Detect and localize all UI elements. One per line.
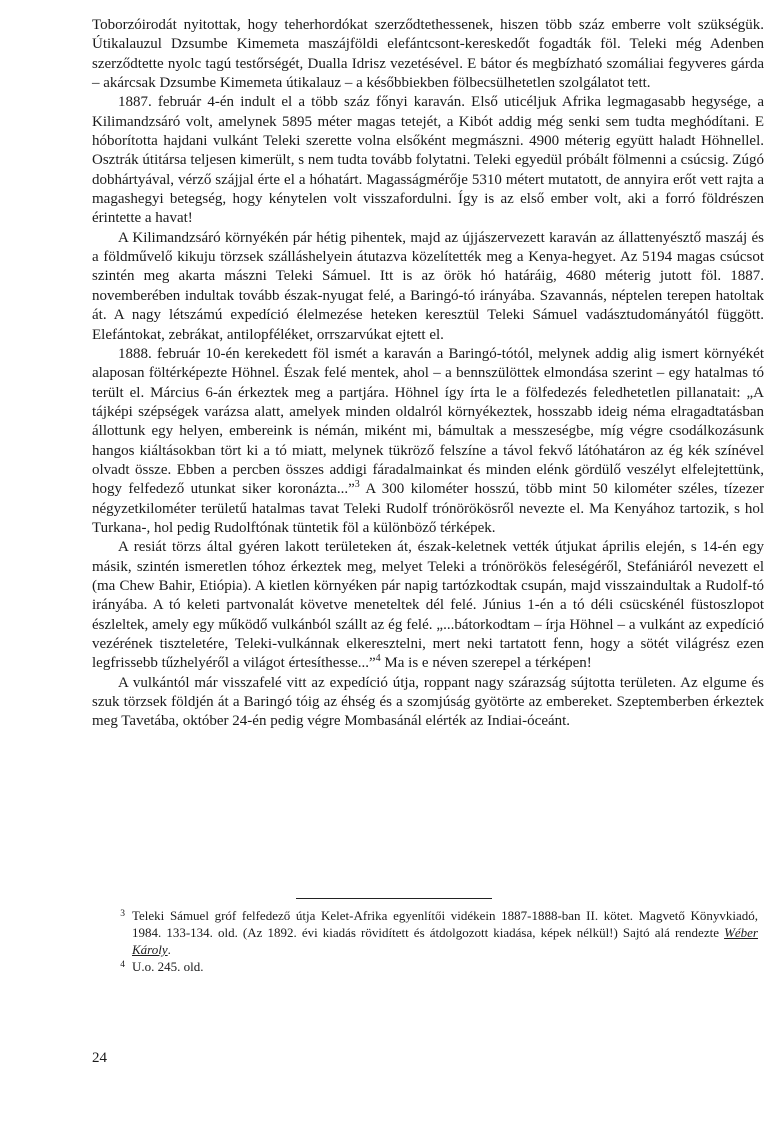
footnotes: [92, 907, 758, 978]
paragraph-rudolf-lake-text-a: 1888. február 10-én kerekedett föl ismét a karaván a Baringó-tótól, melynek addig alig ismert környékét alaposan föltérképezte Höhnel. Észak felé mentek, ahol – a bennszülöttek elmondása szerint – egy hatalmas tó terült el. Március 6-án érkeztek meg a partjára. Höhnel így írta le a fölfedezés feledhetetlen pillanatait: „A tájképi szépségek varázsa alatt, amelyek minden oldalról környékeztek, hosszabb ideig néma elragadtatásban állottunk egy helyen, embereink is némán, miként mi, bámultak a messzeségbe, míg végre csodálkozásunk hangos kiáltásokban tört ki a tó miatt, melynek tükröző felszíne a távol fekvő látóhatáron az ég kék színével olvadt össze. Ebben a percben összes addigi fáradalmainkat és minden elénk gördülő veszélyt elfelejtettünk, hogy felfedező utunkat siker koronázta...”: [92, 345, 764, 498]
footnote-text: Teleki Sámuel gróf felfedező útja Kelet-Afrika egyenlítői vidékein 1887-1888-ban II. kötet. Magvető Könyvkiadó, 1984. 133-134. old. (Az 1892. évi kiadás rövidített és átdolgozott kiadása, képek nélkül!) Sajtó alá rendezte Wéber Károly.: [132, 908, 758, 957]
main-text: [92, 16, 764, 732]
paragraph-rudolf-lake-text-b: A 300 kilométer hosszú, több mint 50 kilométer széles, tízezer négyzetkilométer területű hatalmas tavat Teleki Rudolf trónörökösről nevezte el. Ma Kenyához tartozik, s hol Turkana-, hol pedig Rudolftónak tüntetik föl a különböző térképek.: [92, 481, 765, 536]
footnote-mark: 4: [120, 960, 125, 970]
paragraph-stefania-lake-text-a: A resiát törzs által gyéren lakott területeken át, észak-keletnek vették útjukat április elején, s 14-én egy másik, szintén ismeretlen tóhoz érkeztek meg, melyet Teleki a trónörökös feleségéről, Stefániáról nevezett el (ma Chew Bahir, Etiópia). A kietlen környéken pár napig tartózkodtak csupán, majd visszaindultak a Rudolf-tó irányába. A tó keleti partvonalát követve meneteltek dél felé. Június 1-én a tó déli csücskénél füstoszlopot észleltek, amely egy működő vulkánból szállt az ég felé. „...bátorkodtam – írja Höhnel – a vulkánt az expedíció vezérének tiszteletére, Teleki-vulkánnak elkeresztelni, mert neki tartatott fenn, hogy a sötét világrész ezen legfrissebb tűzhelyéről a világot értesíthesse...”: [92, 539, 764, 672]
paragraph-stefania-lake-text-b: Ma is e néven szerepel a térképen!: [380, 655, 592, 672]
footnote-ref-3[interactable]: 3: [354, 479, 360, 491]
paragraph-stefania-lake: [92, 538, 764, 673]
footnote-text: U.o. 245. old.: [132, 959, 204, 974]
paragraph-rudolf-lake: [92, 345, 764, 538]
paragraph-recruitment: Toborzóirodát nyitottak, hogy teherhordókat szerződtethessenek, hiszen több száz emberre volt szükségük. Útikalauzul Dzsumbe Kimemeta maszájföldi elefántcsont-kereskedőt fogadták föl. Teleki még Adenben szerződtette nyolc tagú testőrségét, Dualla Idrisz vezetésével. E bátor és megbízható szomáliai fegyveres gárda – akárcsak Dzsumbe Kimemeta útikalauz – a későbbiekben fölbecsülhetetlen szolgálatot tett.: [92, 17, 764, 92]
paragraph-kenya-mountain: A Kilimandzsáró környékén pár hétig pihentek, majd az újjászervezett karaván az állattenyésztő maszáj és a földművelő kikuju törzsek szálláshelyein átutazva közelítették meg a Kenya-hegyet. Az 5194 magas csúcsot szintén meg akarta mászni Teleki Sámuel. Itt is az örök hó határáig, 4680 méterig jutott föl. 1887. novemberében indultak tovább észak-nyugat felé, a Baringó-tó irányába. Szavannás, néptelen terepen hatoltak át. A nagy létszámú expedíció élelmezése heteken keresztül Teleki Sámuel vadásztudományától függött. Elefántokat, zebrákat, antilopféléket, orrszarvúkat ejtett el.: [92, 229, 764, 343]
footnote-ref-4[interactable]: 4: [375, 653, 381, 665]
footnote-mark: 3: [120, 909, 125, 919]
footnote-3: [92, 907, 758, 958]
paragraph-return: A vulkántól már visszafelé vitt az expedíció útja, roppant nagy szárazság sújtotta területen. Az elgume és szuk törzsek földjén át a Baringó tóig az éhség és a szomjúság gyötörte az embereket. Szeptemberben érkeztek meg Tavetába, október 24-én pedig végre Mombasánál elérték az Indiai-óceánt.: [92, 674, 764, 730]
page-number: 24: [92, 1050, 107, 1066]
paragraph-kilimanjaro: 1887. február 4-én indult el a több száz főnyi karaván. Első uticéljuk Afrika legmagasabb hegysége, a Kilimandzsáró volt, amelynek 5895 méter magas tetejét, a Kibót addig még senki sem tudta meghódítani. E hóborította hajdani vulkánt Teleki szerette volna elsőként megmászni. 4900 méterig együtt haladt Höhnellel. Osztrák útitársa teljesen kimerült, s nem tudta tovább folytatni. Teleki egyedül próbált fölmenni a csúcsig. Zúgó dobhártyával, vérző szájjal érte el a hóhatárt. Magasságmérője 5310 métert mutatott, de annyira erőt vett rajta a magashegyi betegség, hogy kénytelen volt visszafordulni. Így is az első ember volt, aki a forró földrészen érintette a havat!: [92, 94, 764, 227]
footnote-divider: [296, 898, 492, 899]
footnote-4: [92, 958, 758, 978]
editor-name: Wéber Károly: [132, 925, 758, 957]
